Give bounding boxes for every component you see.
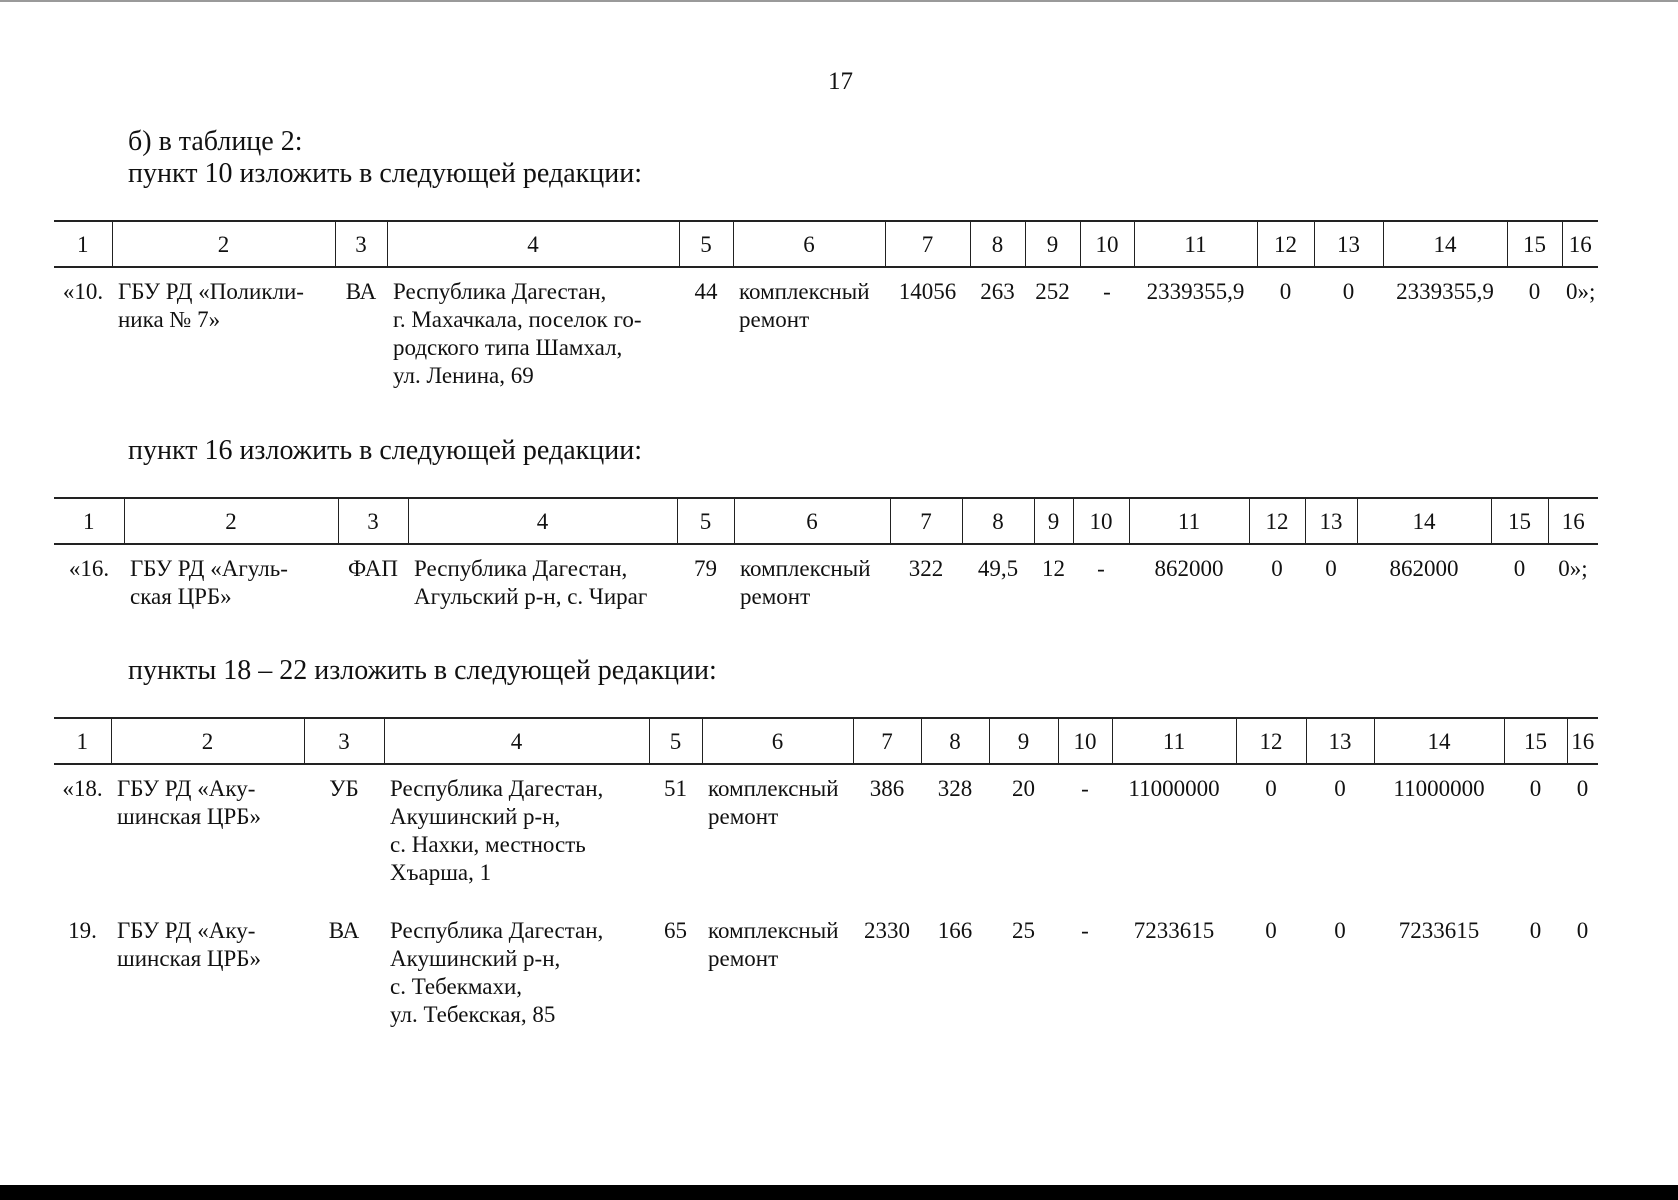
cell-text-line: ника № 7»	[118, 307, 221, 332]
column-number-9: 9	[989, 718, 1058, 764]
cell-col-11: 11000000	[1128, 776, 1220, 801]
cell-col-9: 252	[1035, 279, 1070, 304]
column-number-5: 5	[677, 498, 734, 544]
column-number-6: 6	[733, 221, 885, 267]
cell-col-4	[408, 544, 677, 631]
cell-col-16: 0	[1576, 918, 1589, 943]
column-number-row	[54, 498, 1598, 544]
cell-text-line: Агульский р-н, с. Чираг	[414, 584, 648, 609]
cell-col-10: -	[1081, 776, 1089, 801]
cell-col-7: 386	[869, 776, 905, 801]
cell-col-13: 0	[1342, 279, 1355, 304]
column-number-1: 1	[54, 221, 112, 267]
table-row	[54, 544, 1598, 631]
column-number-13: 13	[1306, 718, 1374, 764]
cell-col-1: 19.	[68, 918, 97, 943]
cell-col-7: 14056	[898, 279, 957, 304]
column-number-8: 8	[921, 718, 989, 764]
cell-text-line: ГБУ РД «Аку-	[117, 776, 256, 801]
cell-col-7: 2330	[864, 918, 910, 943]
column-number-10: 10	[1058, 718, 1112, 764]
cell-col-3: ВА	[328, 918, 360, 943]
column-number-3: 3	[338, 498, 408, 544]
cell-col-1: «18.	[62, 776, 103, 801]
column-number-12: 12	[1236, 718, 1306, 764]
column-number-row	[54, 221, 1598, 267]
cell-col-9: 12	[1042, 556, 1065, 581]
cell-col-2	[124, 544, 338, 631]
cell-col-5: 44	[694, 279, 718, 304]
cell-text-line: ремонт	[708, 804, 779, 829]
cell-col-6	[702, 907, 853, 1049]
column-number-11: 11	[1134, 221, 1257, 267]
column-number-12: 12	[1249, 498, 1305, 544]
column-number-15: 15	[1504, 718, 1567, 764]
cell-col-8: 328	[937, 776, 973, 801]
column-number-13: 13	[1314, 221, 1383, 267]
cell-text-line: Республика Дагестан,	[414, 556, 628, 581]
cell-col-10: -	[1097, 556, 1105, 581]
table-row	[54, 267, 1598, 410]
cell-col-10: -	[1103, 279, 1111, 304]
column-number-1: 1	[54, 718, 111, 764]
cell-col-13: 0	[1325, 556, 1337, 581]
cell-col-9: 20	[1012, 776, 1035, 801]
cell-text-line: ГБУ РД «Агуль-	[130, 556, 288, 581]
cell-col-12: 0	[1265, 918, 1277, 943]
cell-col-15: 0	[1513, 556, 1526, 581]
cell-col-3: ВА	[345, 279, 377, 304]
cell-col-15: 0	[1529, 918, 1542, 943]
column-number-16: 16	[1562, 221, 1598, 267]
cell-text-line: Республика Дагестан,	[390, 918, 604, 943]
column-number-5: 5	[649, 718, 702, 764]
column-number-2: 2	[112, 221, 335, 267]
cell-col-2	[112, 267, 335, 410]
cell-col-14: 11000000	[1393, 776, 1485, 801]
cell-col-8: 166	[937, 918, 973, 943]
column-number-11: 11	[1112, 718, 1236, 764]
cell-col-11: 7233615	[1133, 918, 1215, 943]
column-number-14: 14	[1357, 498, 1491, 544]
column-number-16: 16	[1567, 718, 1598, 764]
column-number-8: 8	[962, 498, 1034, 544]
cell-col-16: 0»;	[1566, 279, 1596, 304]
cell-col-8: 263	[980, 279, 1015, 304]
cell-text-line: ская ЦРБ»	[130, 584, 232, 609]
column-number-2: 2	[124, 498, 338, 544]
cell-text-line: Акушинский р-н,	[390, 804, 561, 829]
column-number-row	[54, 718, 1598, 764]
cell-text-line: комплексный	[708, 918, 839, 943]
column-number-1: 1	[54, 498, 124, 544]
column-number-5: 5	[679, 221, 733, 267]
cell-col-5: 51	[664, 776, 687, 801]
column-number-13: 13	[1305, 498, 1357, 544]
intro-line-1: б) в таблице 2:	[128, 126, 303, 157]
column-number-12: 12	[1257, 221, 1314, 267]
column-number-2: 2	[111, 718, 304, 764]
cell-text-line: комплексный	[708, 776, 839, 801]
column-number-15: 15	[1491, 498, 1548, 544]
column-number-10: 10	[1073, 498, 1129, 544]
cell-col-15: 0	[1529, 776, 1542, 801]
cell-col-4	[384, 764, 649, 907]
cell-col-4	[384, 907, 649, 1049]
column-number-4: 4	[408, 498, 677, 544]
table-item-16	[54, 497, 1598, 631]
column-number-3: 3	[304, 718, 384, 764]
scan-top-edge	[0, 0, 1678, 2]
cell-col-13: 0	[1334, 918, 1346, 943]
scan-bottom-edge	[0, 1185, 1678, 1200]
cell-col-3: ФАП	[348, 556, 398, 581]
column-number-4: 4	[387, 221, 679, 267]
cell-col-14: 7233615	[1398, 918, 1480, 943]
cell-text-line: с. Тебекмахи,	[390, 974, 523, 999]
cell-col-1: «10.	[62, 279, 104, 304]
column-number-7: 7	[853, 718, 921, 764]
cell-text-line: Республика Дагестан,	[393, 279, 607, 304]
column-number-8: 8	[970, 221, 1025, 267]
cell-text-line: Хъарша, 1	[390, 860, 492, 885]
page-number: 17	[828, 68, 853, 95]
cell-col-5: 79	[694, 556, 717, 581]
cell-col-13: 0	[1334, 776, 1346, 801]
column-number-15: 15	[1507, 221, 1562, 267]
cell-text-line: ремонт	[740, 584, 811, 609]
cell-text-line: ул. Ленина, 69	[393, 363, 534, 388]
table-item-10	[54, 220, 1598, 410]
cell-col-2	[111, 907, 304, 1049]
cell-col-15: 0	[1528, 279, 1541, 304]
cell-text-line: ремонт	[708, 946, 779, 971]
cell-text-line: комплексный	[739, 279, 870, 304]
cell-col-8: 49,5	[977, 556, 1019, 581]
cell-text-line: г. Махачкала, поселок го-	[393, 307, 642, 332]
intro-line-2: пункт 10 изложить в следующей редакции:	[128, 158, 642, 189]
cell-text-line: шинская ЦРБ»	[117, 946, 262, 971]
cell-text-line: ГБУ РД «Поликли-	[118, 279, 304, 304]
column-number-6: 6	[734, 498, 890, 544]
column-number-14: 14	[1383, 221, 1507, 267]
cell-text-line: шинская ЦРБ»	[117, 804, 262, 829]
column-number-7: 7	[890, 498, 962, 544]
cell-col-12: 0	[1265, 776, 1277, 801]
cell-text-line: родского типа Шамхал,	[393, 335, 623, 360]
cell-col-4	[387, 267, 679, 410]
cell-text-line: ул. Тебекская, 85	[390, 1002, 556, 1027]
cell-col-14: 862000	[1389, 556, 1459, 581]
cell-col-2	[111, 764, 304, 907]
cell-col-6	[734, 544, 890, 631]
cell-col-1: «16.	[68, 556, 110, 581]
cell-text-line: ремонт	[739, 307, 810, 332]
cell-col-11: 862000	[1154, 556, 1224, 581]
cell-text-line: Республика Дагестан,	[390, 776, 604, 801]
column-number-9: 9	[1034, 498, 1073, 544]
column-number-10: 10	[1080, 221, 1134, 267]
cell-text-line: Акушинский р-н,	[390, 946, 561, 971]
column-number-9: 9	[1025, 221, 1080, 267]
column-number-16: 16	[1548, 498, 1598, 544]
column-number-6: 6	[702, 718, 853, 764]
section-heading-item-16: пункт 16 изложить в следующей редакции:	[128, 435, 642, 466]
cell-col-7: 322	[908, 556, 944, 581]
cell-col-16: 0	[1576, 776, 1589, 801]
column-number-3: 3	[335, 221, 387, 267]
cell-col-9: 25	[1012, 918, 1035, 943]
cell-text-line: комплексный	[740, 556, 871, 581]
cell-col-6	[702, 764, 853, 907]
cell-col-14: 2339355,9	[1396, 279, 1494, 304]
cell-col-16: 0»;	[1558, 556, 1588, 581]
cell-col-12: 0	[1271, 556, 1283, 581]
column-number-14: 14	[1374, 718, 1504, 764]
cell-text-line: с. Нахки, местность	[390, 832, 586, 857]
column-number-4: 4	[384, 718, 649, 764]
section-heading-items-18-22: пункты 18 – 22 изложить в следующей редакции:	[128, 655, 717, 686]
cell-text-line: ГБУ РД «Аку-	[117, 918, 256, 943]
cell-col-11: 2339355,9	[1146, 279, 1245, 304]
cell-col-6	[733, 267, 885, 410]
column-number-11: 11	[1129, 498, 1249, 544]
table-items-18-22	[54, 717, 1598, 1049]
column-number-7: 7	[885, 221, 970, 267]
table-row	[54, 764, 1598, 907]
table-row	[54, 907, 1598, 1049]
cell-col-5: 65	[664, 918, 687, 943]
cell-col-3: УБ	[329, 776, 359, 801]
cell-col-10: -	[1081, 918, 1089, 943]
cell-col-12: 0	[1279, 279, 1292, 304]
